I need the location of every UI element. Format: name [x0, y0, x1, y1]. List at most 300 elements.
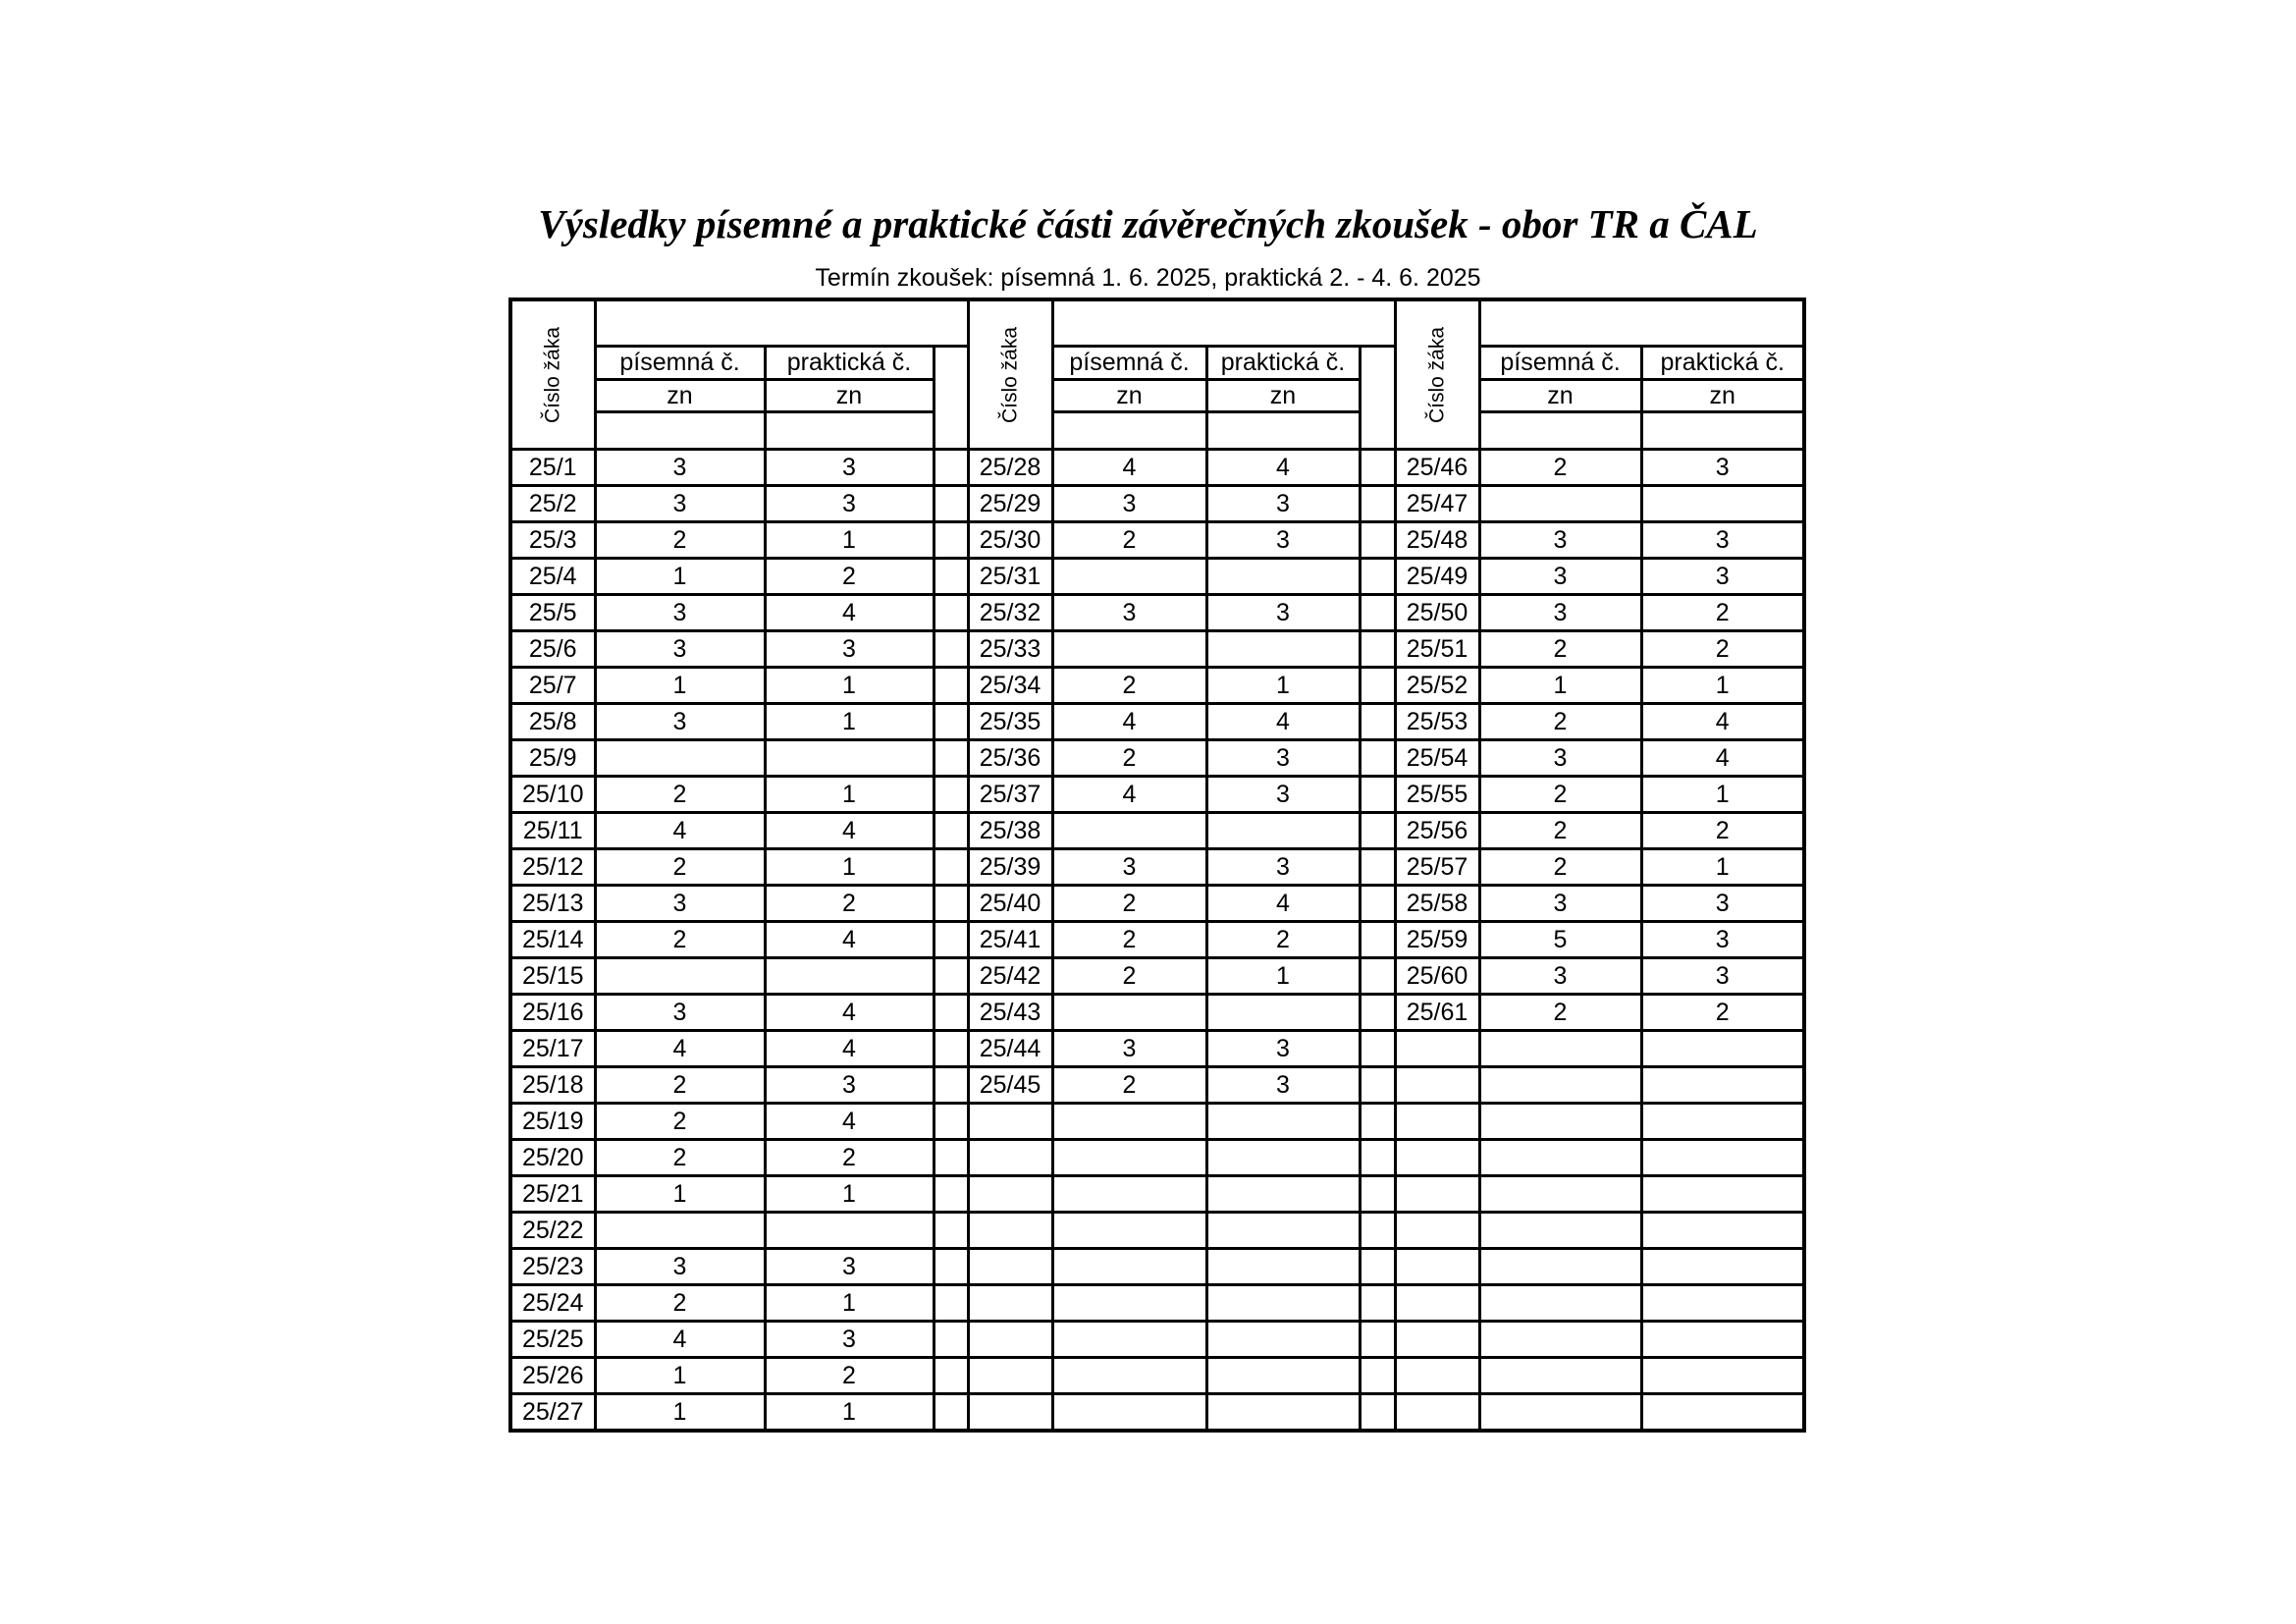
student-number-cell: 25/33	[968, 631, 1052, 668]
spacer-cell	[934, 740, 968, 777]
written-grade-cell	[1479, 1358, 1641, 1394]
spacer-cell	[934, 559, 968, 595]
practical-grade-cell	[1206, 1249, 1360, 1285]
written-grade-cell: 2	[1479, 450, 1641, 486]
written-grade-cell: 3	[595, 631, 765, 668]
student-number-cell	[968, 1249, 1052, 1285]
practical-grade-cell	[1206, 1140, 1360, 1176]
student-number-cell: 25/50	[1395, 595, 1479, 631]
written-grade-cell: 3	[595, 704, 765, 740]
student-number-cell: 25/31	[968, 559, 1052, 595]
practical-grade-cell: 2	[1206, 922, 1360, 958]
practical-grade-cell: 4	[1206, 886, 1360, 922]
table-row	[510, 1358, 1804, 1394]
spacer-cell	[1360, 849, 1395, 886]
student-number-cell: 25/9	[510, 740, 595, 777]
student-number-cell	[1395, 1285, 1479, 1322]
practical-grade-cell: 4	[1206, 704, 1360, 740]
student-number-cell: 25/48	[1395, 522, 1479, 559]
table-row	[510, 1249, 1804, 1285]
student-number-header: Číslo žáka	[968, 299, 1052, 450]
table-row	[510, 740, 1804, 777]
written-grade-cell	[1052, 995, 1206, 1031]
spacer-cell	[934, 1031, 968, 1067]
spacer-cell	[1360, 1285, 1395, 1322]
spacer-cell	[934, 522, 968, 559]
practical-grade-cell: 1	[765, 1285, 934, 1322]
student-number-cell: 25/22	[510, 1213, 595, 1249]
grade-header: zn	[1479, 380, 1641, 412]
student-number-cell: 25/60	[1395, 958, 1479, 995]
written-grade-cell: 3	[1479, 740, 1641, 777]
student-number-cell: 25/8	[510, 704, 595, 740]
spacer-cell	[934, 922, 968, 958]
student-number-header: Číslo žáka	[1395, 299, 1479, 450]
spacer-cell	[934, 595, 968, 631]
practical-grade-cell: 2	[765, 559, 934, 595]
spacer-cell	[934, 631, 968, 668]
spacer-cell	[934, 486, 968, 522]
written-grade-cell: 4	[1052, 704, 1206, 740]
written-grade-cell: 3	[1479, 886, 1641, 922]
table-row	[510, 522, 1804, 559]
practical-grade-cell: 3	[1206, 849, 1360, 886]
blank-cell	[1479, 412, 1641, 450]
table-row	[510, 1031, 1804, 1067]
written-grade-cell: 4	[595, 813, 765, 849]
student-number-cell: 25/54	[1395, 740, 1479, 777]
written-grade-cell	[1052, 1358, 1206, 1394]
written-grade-cell: 2	[595, 1104, 765, 1140]
practical-grade-cell	[1641, 1322, 1804, 1358]
student-number-cell: 25/51	[1395, 631, 1479, 668]
student-number-cell: 25/59	[1395, 922, 1479, 958]
practical-grade-cell: 4	[1206, 450, 1360, 486]
practical-grade-cell: 2	[765, 886, 934, 922]
student-number-cell: 25/3	[510, 522, 595, 559]
practical-grade-cell	[765, 1213, 934, 1249]
written-grade-cell: 1	[595, 1394, 765, 1432]
table-row	[510, 886, 1804, 922]
spacer-cell	[934, 1140, 968, 1176]
table-row	[510, 668, 1804, 704]
written-grade-cell	[1479, 1394, 1641, 1432]
spacer-cell	[1360, 1140, 1395, 1176]
spacer-cell	[1360, 1213, 1395, 1249]
written-grade-cell	[1052, 1140, 1206, 1176]
student-number-cell: 25/11	[510, 813, 595, 849]
practical-part-header: praktická č.	[1206, 347, 1360, 380]
student-number-cell: 25/5	[510, 595, 595, 631]
spacer-cell	[1360, 559, 1395, 595]
spacer-cell	[934, 777, 968, 813]
student-number-cell: 25/27	[510, 1394, 595, 1432]
student-number-cell: 25/10	[510, 777, 595, 813]
student-number-cell: 25/44	[968, 1031, 1052, 1067]
practical-grade-cell: 3	[1641, 886, 1804, 922]
student-number-cell	[968, 1140, 1052, 1176]
written-grade-cell: 2	[1479, 704, 1641, 740]
written-grade-cell: 2	[595, 522, 765, 559]
table-row	[510, 1213, 1804, 1249]
practical-grade-cell	[765, 958, 934, 995]
practical-part-header: praktická č.	[765, 347, 934, 380]
practical-grade-cell: 1	[765, 668, 934, 704]
practical-grade-cell: 3	[1206, 595, 1360, 631]
spacer-cell	[934, 813, 968, 849]
spacer-cell	[1360, 668, 1395, 704]
written-grade-cell	[1479, 1322, 1641, 1358]
student-number-cell: 25/28	[968, 450, 1052, 486]
written-grade-cell	[1052, 631, 1206, 668]
practical-grade-cell: 1	[1641, 668, 1804, 704]
student-number-cell: 25/61	[1395, 995, 1479, 1031]
spacer-cell	[934, 1249, 968, 1285]
student-number-cell: 25/52	[1395, 668, 1479, 704]
written-grade-cell: 3	[1479, 559, 1641, 595]
practical-grade-cell: 3	[1641, 450, 1804, 486]
student-number-cell: 25/21	[510, 1176, 595, 1213]
table-row	[510, 1104, 1804, 1140]
written-grade-cell: 2	[595, 1067, 765, 1104]
results-table	[508, 298, 1806, 1433]
written-grade-cell: 3	[1479, 958, 1641, 995]
written-grade-cell: 3	[595, 886, 765, 922]
written-grade-cell: 5	[1479, 922, 1641, 958]
written-grade-cell	[1052, 1285, 1206, 1322]
practical-grade-cell	[1641, 1104, 1804, 1140]
practical-grade-cell: 2	[1641, 995, 1804, 1031]
practical-grade-cell	[1206, 1176, 1360, 1213]
blank-cell	[1206, 412, 1360, 450]
spacer-cell	[934, 1067, 968, 1104]
student-number-cell: 25/36	[968, 740, 1052, 777]
spacer-cell	[934, 1176, 968, 1213]
spacer-cell	[1360, 412, 1395, 450]
practical-grade-cell: 3	[765, 1249, 934, 1285]
written-part-header: písemná č.	[595, 347, 765, 380]
spacer-cell	[1360, 1176, 1395, 1213]
practical-grade-cell: 1	[1641, 849, 1804, 886]
student-number-cell	[968, 1322, 1052, 1358]
written-grade-cell: 2	[595, 777, 765, 813]
practical-grade-cell: 3	[765, 1322, 934, 1358]
student-number-cell: 25/45	[968, 1067, 1052, 1104]
practical-grade-cell	[1641, 1285, 1804, 1322]
written-grade-cell: 2	[1052, 922, 1206, 958]
written-grade-cell: 2	[1479, 849, 1641, 886]
practical-grade-cell	[1641, 1031, 1804, 1067]
written-grade-cell	[595, 958, 765, 995]
page-title: Výsledky písemné a praktické části závěrečných zkoušek - obor TR a ČAL	[538, 201, 1758, 246]
written-grade-cell: 3	[595, 486, 765, 522]
student-number-header: Číslo žáka	[510, 299, 595, 450]
practical-grade-cell: 1	[1206, 668, 1360, 704]
practical-grade-cell	[1641, 1176, 1804, 1213]
practical-grade-cell: 3	[1641, 522, 1804, 559]
written-grade-cell	[1479, 486, 1641, 522]
written-grade-cell: 1	[595, 1358, 765, 1394]
written-part-header: písemná č.	[1052, 347, 1206, 380]
practical-grade-cell: 4	[765, 995, 934, 1031]
practical-grade-cell	[1206, 1322, 1360, 1358]
spacer-cell	[1360, 1394, 1395, 1432]
table-row	[510, 958, 1804, 995]
written-grade-cell: 3	[1052, 1031, 1206, 1067]
student-number-cell	[1395, 1176, 1479, 1213]
grade-header: zn	[1641, 380, 1804, 412]
student-number-cell	[968, 1176, 1052, 1213]
written-grade-cell: 1	[595, 1176, 765, 1213]
practical-grade-cell: 2	[765, 1358, 934, 1394]
table-row	[510, 1176, 1804, 1213]
practical-grade-cell: 1	[765, 704, 934, 740]
table-row	[510, 704, 1804, 740]
practical-grade-cell: 4	[765, 1031, 934, 1067]
practical-grade-cell: 4	[765, 813, 934, 849]
written-grade-cell: 3	[1052, 849, 1206, 886]
spacer-cell	[1360, 631, 1395, 668]
student-number-cell: 25/49	[1395, 559, 1479, 595]
student-number-cell	[1395, 1322, 1479, 1358]
practical-grade-cell: 3	[1206, 1031, 1360, 1067]
student-number-cell: 25/26	[510, 1358, 595, 1394]
written-grade-cell: 3	[595, 995, 765, 1031]
practical-grade-cell	[1206, 1394, 1360, 1432]
practical-grade-cell: 3	[765, 486, 934, 522]
practical-grade-cell: 3	[1206, 777, 1360, 813]
written-grade-cell	[1052, 1176, 1206, 1213]
spacer-cell	[934, 412, 968, 450]
practical-grade-cell: 1	[765, 777, 934, 813]
blank-cell	[1641, 412, 1804, 450]
written-grade-cell	[1479, 1176, 1641, 1213]
written-grade-cell: 2	[1052, 886, 1206, 922]
spacer-cell	[1360, 886, 1395, 922]
written-grade-cell: 2	[1479, 631, 1641, 668]
practical-grade-cell	[1641, 1249, 1804, 1285]
practical-grade-cell	[1641, 486, 1804, 522]
student-number-cell: 25/58	[1395, 886, 1479, 922]
practical-grade-cell	[765, 740, 934, 777]
student-number-cell	[968, 1213, 1052, 1249]
student-number-cell: 25/13	[510, 886, 595, 922]
student-number-cell: 25/12	[510, 849, 595, 886]
student-number-cell	[1395, 1358, 1479, 1394]
spacer-cell	[934, 1322, 968, 1358]
header-row	[510, 380, 1804, 412]
table-row	[510, 813, 1804, 849]
practical-grade-cell: 4	[1641, 704, 1804, 740]
spacer-cell	[934, 380, 968, 412]
student-number-cell	[968, 1358, 1052, 1394]
group-header-band	[1052, 299, 1395, 347]
practical-grade-cell: 1	[1206, 958, 1360, 995]
student-number-cell: 25/6	[510, 631, 595, 668]
written-grade-cell: 2	[1052, 958, 1206, 995]
spacer-cell	[934, 347, 968, 380]
written-grade-cell: 3	[595, 595, 765, 631]
student-number-cell: 25/56	[1395, 813, 1479, 849]
written-grade-cell	[1052, 1249, 1206, 1285]
written-grade-cell: 2	[1052, 740, 1206, 777]
table-row	[510, 1322, 1804, 1358]
student-number-cell: 25/19	[510, 1104, 595, 1140]
written-grade-cell: 3	[1052, 595, 1206, 631]
table-row	[510, 595, 1804, 631]
grade-header: zn	[765, 380, 934, 412]
practical-grade-cell: 1	[1641, 777, 1804, 813]
grade-header: zn	[1052, 380, 1206, 412]
student-number-cell: 25/55	[1395, 777, 1479, 813]
practical-grade-cell: 1	[765, 1394, 934, 1432]
spacer-cell	[934, 1213, 968, 1249]
practical-grade-cell: 1	[765, 849, 934, 886]
student-number-cell: 25/1	[510, 450, 595, 486]
practical-grade-cell: 1	[765, 1176, 934, 1213]
written-grade-cell: 2	[1479, 813, 1641, 849]
practical-grade-cell	[1206, 559, 1360, 595]
practical-grade-cell: 3	[1206, 1067, 1360, 1104]
written-grade-cell: 4	[1052, 777, 1206, 813]
student-number-cell: 25/30	[968, 522, 1052, 559]
written-grade-cell	[1052, 1213, 1206, 1249]
spacer-cell	[934, 995, 968, 1031]
written-grade-cell: 3	[595, 1249, 765, 1285]
table-row	[510, 486, 1804, 522]
student-number-cell	[1395, 1249, 1479, 1285]
student-number-cell: 25/43	[968, 995, 1052, 1031]
student-number-cell: 25/23	[510, 1249, 595, 1285]
written-grade-cell	[1479, 1140, 1641, 1176]
practical-grade-cell: 4	[765, 595, 934, 631]
practical-grade-cell	[1206, 1358, 1360, 1394]
student-number-cell: 25/40	[968, 886, 1052, 922]
student-number-cell: 25/18	[510, 1067, 595, 1104]
written-grade-cell: 2	[1479, 777, 1641, 813]
student-number-cell	[1395, 1394, 1479, 1432]
table-row	[510, 995, 1804, 1031]
spacer-cell	[1360, 1249, 1395, 1285]
spacer-cell	[934, 1104, 968, 1140]
spacer-cell	[934, 958, 968, 995]
table-row	[510, 1394, 1804, 1432]
table-row	[510, 1285, 1804, 1322]
student-number-cell: 25/14	[510, 922, 595, 958]
practical-grade-cell: 3	[1641, 922, 1804, 958]
practical-grade-cell	[1206, 1285, 1360, 1322]
results-table-body	[510, 299, 1804, 1431]
practical-grade-cell	[1641, 1067, 1804, 1104]
written-grade-cell: 3	[1479, 522, 1641, 559]
written-grade-cell	[1479, 1031, 1641, 1067]
written-grade-cell	[595, 740, 765, 777]
student-number-cell	[1395, 1140, 1479, 1176]
table-row	[510, 849, 1804, 886]
table-row	[510, 631, 1804, 668]
spacer-cell	[1360, 1031, 1395, 1067]
written-grade-cell: 1	[595, 559, 765, 595]
spacer-cell	[1360, 380, 1395, 412]
student-number-cell	[1395, 1104, 1479, 1140]
spacer-cell	[1360, 995, 1395, 1031]
written-part-header: písemná č.	[1479, 347, 1641, 380]
student-number-cell: 25/32	[968, 595, 1052, 631]
written-grade-cell: 1	[1479, 668, 1641, 704]
written-grade-cell: 2	[595, 1140, 765, 1176]
spacer-cell	[1360, 1067, 1395, 1104]
exam-dates-subtitle: Termín zkoušek: písemná 1. 6. 2025, praktická 2. - 4. 6. 2025	[815, 264, 1481, 292]
written-grade-cell: 3	[1052, 486, 1206, 522]
practical-grade-cell	[1206, 631, 1360, 668]
practical-grade-cell: 3	[1641, 559, 1804, 595]
spacer-cell	[1360, 1322, 1395, 1358]
practical-grade-cell	[1641, 1140, 1804, 1176]
spacer-cell	[1360, 740, 1395, 777]
blank-cell	[765, 412, 934, 450]
written-grade-cell: 1	[595, 668, 765, 704]
written-grade-cell	[1052, 1322, 1206, 1358]
spacer-cell	[934, 849, 968, 886]
header-row	[510, 347, 1804, 380]
spacer-cell	[1360, 347, 1395, 380]
written-grade-cell: 2	[1479, 995, 1641, 1031]
practical-grade-cell: 3	[765, 1067, 934, 1104]
spacer-cell	[1360, 777, 1395, 813]
blank-cell	[1052, 412, 1206, 450]
written-grade-cell	[1052, 813, 1206, 849]
practical-grade-cell: 2	[1641, 813, 1804, 849]
student-number-cell: 25/35	[968, 704, 1052, 740]
spacer-cell	[934, 1358, 968, 1394]
group-header-band	[1479, 299, 1804, 347]
spacer-cell	[1360, 1358, 1395, 1394]
practical-grade-cell	[1206, 1104, 1360, 1140]
blank-cell	[595, 412, 765, 450]
grade-header: zn	[1206, 380, 1360, 412]
spacer-cell	[1360, 522, 1395, 559]
practical-grade-cell	[1641, 1394, 1804, 1432]
spacer-cell	[1360, 958, 1395, 995]
practical-grade-cell: 2	[1641, 595, 1804, 631]
written-grade-cell	[1479, 1067, 1641, 1104]
written-grade-cell: 2	[1052, 522, 1206, 559]
practical-grade-cell: 3	[765, 631, 934, 668]
practical-grade-cell: 3	[765, 450, 934, 486]
student-number-cell: 25/7	[510, 668, 595, 704]
practical-grade-cell: 1	[765, 522, 934, 559]
written-grade-cell	[1479, 1249, 1641, 1285]
student-number-cell: 25/24	[510, 1285, 595, 1322]
written-grade-cell: 3	[595, 450, 765, 486]
written-grade-cell	[1052, 559, 1206, 595]
student-number-cell: 25/42	[968, 958, 1052, 995]
practical-grade-cell: 3	[1206, 740, 1360, 777]
spacer-cell	[934, 668, 968, 704]
student-number-cell	[968, 1394, 1052, 1432]
group-header-band	[595, 299, 968, 347]
spacer-cell	[1360, 1104, 1395, 1140]
practical-grade-cell: 4	[765, 922, 934, 958]
student-number-cell	[1395, 1213, 1479, 1249]
student-number-cell: 25/15	[510, 958, 595, 995]
spacer-cell	[934, 704, 968, 740]
practical-grade-cell: 4	[1641, 740, 1804, 777]
student-number-cell: 25/4	[510, 559, 595, 595]
spacer-cell	[934, 1285, 968, 1322]
table-row	[510, 1067, 1804, 1104]
table-row	[510, 777, 1804, 813]
